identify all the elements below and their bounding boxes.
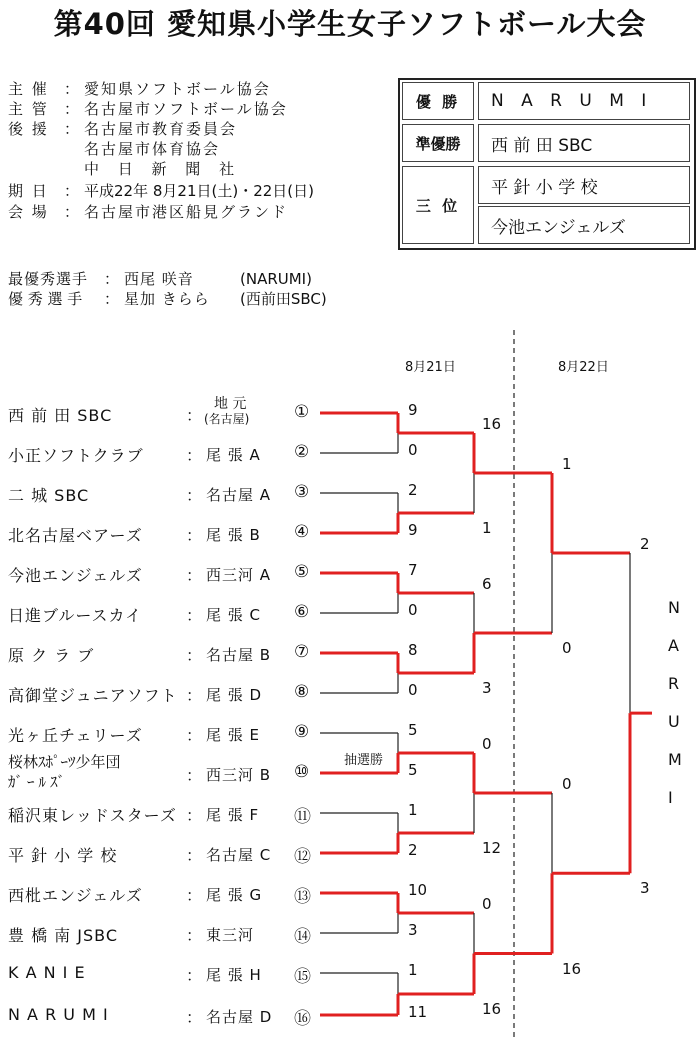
team-region: 尾 張 G	[206, 886, 263, 904]
team-seed-number: ⑮	[294, 967, 311, 987]
team-colon: ：	[186, 646, 203, 665]
date-day1: 8月21日	[405, 360, 456, 375]
page-title: 第40回 愛知県小学生女子ソフトボール大会	[53, 7, 647, 41]
score-round1: 5	[408, 721, 418, 739]
score-semifinal: 0	[562, 775, 572, 793]
team-seed-number: ⑭	[294, 927, 311, 947]
runner-up-label: 準優勝	[402, 124, 474, 162]
score-round1: 1	[408, 801, 418, 819]
team-seed-number: ⑤	[294, 562, 310, 582]
team-colon: ：	[186, 1008, 203, 1027]
team-name: 桜林ｽﾎﾟｰﾂ少年団	[8, 753, 121, 771]
team-colon: ：	[186, 726, 203, 745]
team-colon: ：	[186, 446, 203, 465]
score-round1: 11	[408, 1003, 428, 1021]
champion-letter: A	[668, 636, 679, 655]
third-label: 三 位	[402, 166, 474, 244]
team-colon: ：	[186, 406, 203, 425]
team-region: 尾 張 D	[206, 686, 263, 704]
score-round2: 16	[482, 1000, 502, 1018]
team-name: K A N I E	[8, 963, 86, 982]
team-region: 尾 張 C	[206, 606, 262, 624]
info-label-venue: 会 場	[8, 203, 49, 221]
score-semifinal: 16	[562, 959, 582, 978]
team-colon: ：	[186, 486, 203, 505]
team-name: 小正ソフトクラブ	[8, 446, 144, 465]
info-value-venue: 名古屋市港区船見グランド	[84, 203, 289, 221]
score-round1: 2	[408, 841, 418, 859]
team-region: 名古屋 C	[206, 846, 272, 864]
score-round1: 1	[408, 961, 418, 979]
team-seed-number: ①	[294, 402, 310, 422]
score-semifinal: 1	[562, 455, 572, 473]
team-name: 原 ク ラ ブ	[8, 646, 95, 665]
team-colon: ：	[186, 566, 203, 585]
score-round2: 1	[482, 519, 492, 537]
team-name: 豊 橋 南 JSBC	[8, 926, 119, 945]
award-name-mvp: 西尾 咲音	[124, 270, 194, 288]
team-name: 高御堂ジュニアソフト	[8, 686, 178, 705]
team-seed-number: ②	[294, 442, 310, 462]
award-name-excellent: 星加 きらら	[124, 290, 210, 308]
score-round2: 0	[482, 735, 492, 753]
score-round1: 9	[408, 521, 418, 539]
score-round2: 12	[482, 839, 502, 857]
team-name: 西枇エンジェルズ	[8, 886, 143, 905]
team-name: 今池エンジェルズ	[8, 566, 143, 585]
team-colon: ：	[186, 606, 203, 625]
team-name: 二 城 SBC	[8, 486, 90, 505]
team-region: 西三河 B	[206, 766, 272, 784]
champion-label: 優 勝	[402, 82, 474, 120]
team-region: 尾 張 B	[206, 526, 261, 544]
info-value-support-1: 名古屋市教育委員会	[84, 120, 238, 138]
score-final: 2	[640, 535, 650, 553]
info-label-host: 主 催	[8, 80, 49, 98]
info-value-date: 平成22年 8月21日(土)・22日(日)	[84, 182, 314, 200]
award-team-excellent: (西前田SBC)	[240, 290, 327, 308]
team-name: 日進ブルースカイ	[8, 606, 143, 625]
score-round2: 6	[482, 575, 492, 593]
team-name: 北名古屋ベアーズ	[8, 526, 143, 545]
champion-letter: M	[668, 750, 682, 769]
score-round1: 7	[408, 561, 418, 579]
team-region: 名古屋 B	[206, 646, 272, 664]
award-label-mvp: 最優秀選手	[8, 270, 89, 288]
runner-up-value: 西 前 田 SBC	[478, 124, 690, 162]
score-round1: 9	[408, 401, 418, 419]
champion-letter: I	[668, 788, 673, 807]
team-seed-number: ⑬	[294, 887, 311, 907]
lottery-note: 抽選勝	[342, 749, 385, 768]
score-round2: 0	[482, 895, 492, 913]
score-round1: 0	[408, 681, 418, 699]
team-name: 西 前 田 SBC	[8, 406, 113, 425]
champion-letter: U	[668, 712, 680, 731]
team-region: 尾 張 A	[206, 446, 261, 464]
team-region: 名古屋 D	[206, 1008, 273, 1026]
champion-value: N A R U M I	[478, 82, 690, 120]
team-name: 光ヶ丘チェリーズ	[8, 726, 143, 745]
team-region: 尾 張 H	[206, 966, 262, 984]
team-region: 尾 張 F	[206, 806, 260, 824]
team-name: N A R U M I	[8, 1005, 109, 1024]
info-label-support: 後 援	[8, 120, 49, 138]
team-seed-number: ③	[294, 482, 310, 502]
team-name: 平 針 小 学 校	[8, 846, 118, 865]
score-final: 3	[640, 879, 650, 898]
score-round1: 3	[408, 921, 418, 939]
team-seed-number: ⑩	[294, 762, 310, 782]
score-round1: 10	[408, 881, 428, 899]
team-seed-number: ⑫	[294, 847, 311, 867]
score-round1: 2	[408, 481, 418, 499]
team-seed-number: ⑦	[294, 642, 310, 662]
third-value-1: 平 針 小 学 校	[478, 166, 690, 204]
score-round2: 3	[482, 679, 492, 697]
team-seed-number: ⑧	[294, 682, 310, 702]
team-colon: ：	[186, 966, 203, 985]
award-label-excellent: 優 秀 選 手	[8, 290, 83, 308]
info-label-organizer: 主 管	[8, 100, 49, 118]
score-round1: 0	[408, 441, 418, 459]
info-value-support-2: 名古屋市体育協会	[84, 140, 221, 158]
team-seed-number: ④	[294, 522, 310, 542]
team-colon: ：	[186, 766, 203, 785]
score-round1: 8	[408, 641, 418, 659]
info-value-support-3: 中 日 新 聞 社	[84, 160, 237, 178]
team-region-2: (名古屋)	[204, 412, 250, 426]
award-team-mvp: (NARUMI)	[240, 270, 312, 288]
team-colon: ：	[186, 526, 203, 545]
team-region: 名古屋 A	[206, 486, 272, 504]
team-colon: ：	[186, 886, 203, 905]
team-region: 地 元	[214, 396, 247, 412]
info-label-date: 期 日	[8, 182, 49, 200]
team-name: 稲沢東レッドスターズ	[8, 806, 177, 825]
team-colon: ：	[186, 846, 203, 865]
team-seed-number: ⑥	[294, 602, 310, 622]
third-value-2: 今池エンジェルズ	[478, 206, 690, 244]
info-value-host: 愛知県ソフトボール協会	[84, 80, 271, 98]
team-colon: ：	[186, 806, 203, 825]
score-round1: 0	[408, 601, 418, 619]
score-round2: 16	[482, 415, 502, 433]
team-region: 西三河 A	[206, 566, 272, 584]
score-round1: 5	[408, 761, 418, 779]
champion-letter: N	[668, 598, 680, 617]
team-colon: ：	[186, 926, 203, 945]
team-seed-number: ⑨	[294, 722, 310, 742]
team-name-2: ｶﾞｰﾙｽﾞ	[8, 773, 70, 791]
team-seed-number: ⑪	[294, 807, 311, 827]
team-seed-number: ⑯	[294, 1009, 311, 1029]
info-value-organizer: 名古屋市ソフトボール協会	[84, 100, 288, 118]
team-region: 尾 張 E	[206, 726, 261, 744]
score-semifinal: 0	[562, 639, 572, 657]
team-region: 東三河	[206, 926, 255, 944]
date-day2: 8月22日	[558, 360, 609, 375]
champion-letter: R	[668, 674, 680, 693]
team-colon: ：	[186, 686, 203, 705]
